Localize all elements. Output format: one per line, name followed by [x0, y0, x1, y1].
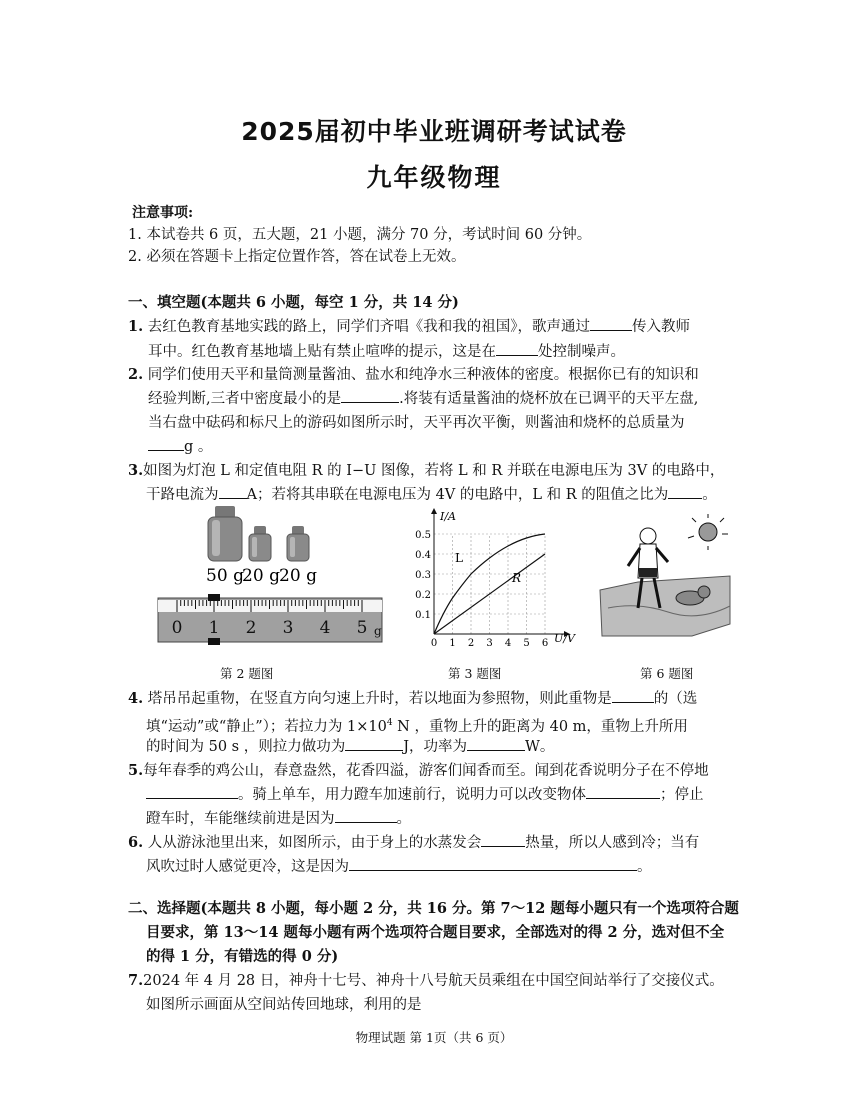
rider-top[interactable] [208, 594, 220, 601]
q4-exponent: 4 [386, 718, 393, 728]
q3-number: 3. [128, 462, 144, 479]
q6-text-a: 人从游泳池里出来，如图所示，由于身上的水蒸发会 [147, 835, 482, 851]
weight-20g-1 [249, 526, 271, 561]
curve-L-label: L [455, 551, 463, 565]
section2-heading-line2: 目要求，第 13～14 题每小题有两个选项符合题目要求，全部选对的得 2 分，选对但不全 [146, 924, 725, 941]
q5-blank-3[interactable] [335, 806, 397, 823]
q2-number: 2. [128, 366, 144, 383]
figure-3-chart [408, 506, 578, 646]
y-tick-label: 0.1 [415, 610, 431, 621]
y-axis-label: I/A [440, 510, 456, 523]
q2-line2 [148, 386, 698, 412]
y-axis-arrow [431, 508, 437, 514]
q2-text-a: 同学们使用天平和量筒测量酱油、盐水和纯净水三种液体的密度。根据你已有的知识和 [147, 367, 699, 383]
q2-line4 [148, 434, 212, 460]
q3-text-a: 如图为灯泡 L 和定值电阻 R 的 I−U 图像，若将 L 和 R 并联在电源电压为 3V 的电路中， [143, 463, 725, 479]
q1-blank-2[interactable] [496, 339, 538, 356]
q6-blank-1[interactable] [481, 830, 525, 847]
q6-text-b: 热量，所以人感到冷；当有 [525, 835, 700, 851]
line-R-label: R [512, 571, 522, 585]
q6-number: 6. [128, 834, 144, 851]
scale-number: 5 [356, 618, 368, 638]
q7-number: 7. [128, 972, 144, 989]
page-footer: 物理试题 第 1页（共 6 页） [355, 1030, 513, 1045]
q3-line1 [128, 458, 724, 484]
q1-text-a: 去红色教育基地实践的路上，同学们齐唱《我和我的祖国》，歌声通过 [147, 319, 590, 335]
weight-label-20g-2: 20 g [279, 566, 317, 586]
notice-heading: 注意事项: [132, 205, 194, 221]
x-tick-label: 4 [504, 638, 512, 646]
x-tick-label: 6 [541, 638, 549, 646]
q2-text-c: .将装有适量酱油的烧杯放在已调平的天平左盘, [399, 391, 699, 407]
weight-label-50g: 50 g [206, 566, 244, 586]
q3-blank-1[interactable] [219, 482, 247, 499]
q3-blank-2[interactable] [668, 482, 702, 499]
scale-number: 1 [208, 618, 220, 638]
rider-bottom[interactable] [208, 638, 220, 645]
q4-text-a: 塔吊吊起重物，在竖直方向匀速上升时，若以地面为参照物，则此重物是 [147, 691, 612, 707]
q5-text-c: ；停止 [660, 787, 704, 803]
q5-line3 [146, 806, 411, 832]
y-tick-label: 0.3 [415, 570, 431, 581]
q5-text-d: 蹬车时，车能继续前进是因为 [146, 811, 335, 827]
q2-blank-2[interactable] [148, 434, 184, 451]
x-tick-labels [431, 638, 548, 646]
q2-line3: 当右盘中砝码和标尺上的游码如图所示时，天平再次平衡，则酱油和烧杯的总质量为 [148, 415, 685, 431]
weight-50g [208, 506, 242, 561]
q4-text-g: W。 [525, 739, 555, 755]
notice-item-2: 2. 必须在答题卡上指定位置作答，答在试卷上无效。 [128, 249, 466, 265]
scale-number: 0 [171, 618, 183, 638]
q5-line1 [128, 758, 709, 784]
x-tick-label: 5 [523, 638, 530, 646]
x-tick-label: 2 [467, 638, 475, 646]
scale-number: 2 [245, 618, 257, 638]
q4-text-c: 填“运动”或“静止”）；若拉力为 1×10 [146, 718, 387, 735]
figure-6-caption: 第 6 题图 [640, 666, 694, 681]
weight-label-20g-1: 20 g [242, 566, 280, 586]
q1-number: 1. [128, 318, 144, 335]
scale-number: 4 [319, 618, 331, 638]
q5-blank-2[interactable] [586, 782, 660, 799]
q1-text-d: 处控制噪声。 [538, 344, 625, 360]
q7-text-a: 2024 年 4 月 28 日，神舟十七号、神舟十八号航天员乘组在中国空间站举行了交接仪式。 [143, 973, 724, 989]
q6-text-d: 。 [637, 859, 652, 875]
q3-text-b: 干路电流为 [146, 487, 219, 503]
q4-text-f: J，功率为 [403, 739, 468, 755]
q1-line1 [128, 314, 690, 340]
exam-title: 2025届初中毕业班调研考试试卷 [241, 117, 627, 146]
q2-line1 [128, 362, 699, 388]
y-tick-label: 0.4 [415, 550, 431, 561]
x-axis-label: U/V [554, 632, 575, 645]
scale-number: 3 [282, 618, 294, 638]
section2-heading-line1: 二、选择题(本题共 8 小题，每小题 2 分，共 16 分。第 7～12 题每小题只有一个选项符合题 [128, 900, 739, 917]
q2-text-b: 经验判断,三者中密度最小的是 [148, 391, 342, 407]
q7-line1 [128, 968, 724, 994]
q6-text-c: 风吹过时人感觉更冷，这是因为 [146, 859, 349, 875]
chart-grid [434, 534, 545, 634]
y-tick-label: 0.2 [415, 590, 431, 601]
sun-icon [688, 514, 728, 550]
q4-number: 4. [128, 690, 144, 707]
q1-blank-1[interactable] [590, 314, 632, 331]
y-tick-label: 0.5 [415, 530, 431, 541]
q6-blank-2[interactable] [349, 854, 637, 871]
figure-2-caption: 第 2 题图 [220, 666, 274, 681]
q4-blank-3[interactable] [467, 734, 525, 751]
q3-text-d: 。 [702, 487, 717, 503]
q1-text-c: 耳中。红色教育基地墙上贴有禁止喧哗的提示，这是在 [148, 344, 496, 360]
q1-text-b: 传入教师 [632, 319, 690, 335]
weight-20g-2 [287, 526, 309, 561]
q4-text-b: 的（选 [653, 691, 698, 707]
q7-line2: 如图所示画面从空间站传回地球，利用的是 [146, 997, 422, 1013]
notice-item-1: 1. 本试卷共 6 页，五大题，21 小题，满分 70 分，考试时间 60 分钟。 [128, 227, 592, 243]
q5-blank-1[interactable] [146, 782, 238, 799]
q4-text-d: N ，重物上升的距离为 40 m，重物上升所用 [392, 718, 688, 735]
q5-text-e: 。 [396, 811, 411, 827]
q6-line2 [146, 854, 652, 880]
x-tick-label: 1 [449, 638, 456, 646]
q2-text-d: g 。 [184, 439, 213, 455]
section1-heading: 一、填空题(本题共 6 小题，每空 1 分，共 14 分) [128, 294, 459, 311]
q6-line1 [128, 830, 699, 856]
scale-unit: g [374, 624, 382, 638]
q4-line1 [128, 686, 697, 712]
exam-subject: 九年级物理 [366, 163, 502, 192]
figure-6-illustration [598, 512, 736, 642]
q5-text-a: 每年春季的鸡公山，春意盎然，花香四溢，游客们闻香而至。闻到花香说明分子在不停地 [143, 763, 709, 779]
q5-line2 [146, 782, 704, 808]
x-tick-label: 0 [430, 638, 438, 646]
q4-text-e: 的时间为 50 s ，则拉力做功为 [146, 739, 346, 755]
q4-blank-2[interactable] [345, 734, 403, 751]
x-tick-label: 3 [486, 638, 493, 646]
figure-3-caption: 第 3 题图 [448, 666, 502, 681]
q4-line3 [146, 734, 554, 760]
q4-blank-1[interactable] [612, 686, 654, 703]
q2-blank-1[interactable] [341, 386, 399, 403]
figure-2 [150, 500, 390, 650]
q3-text-c: A；若将其串联在电源电压为 4V 的电路中，L 和 R 的阻值之比为 [246, 487, 669, 503]
q5-text-b: 。骑上单车，用力蹬车加速前行，说明力可以改变物体 [238, 787, 586, 803]
section2-heading-line3: 的得 1 分，有错选的得 0 分) [146, 948, 339, 965]
y-tick-labels [415, 530, 431, 621]
q5-number: 5. [128, 762, 144, 779]
